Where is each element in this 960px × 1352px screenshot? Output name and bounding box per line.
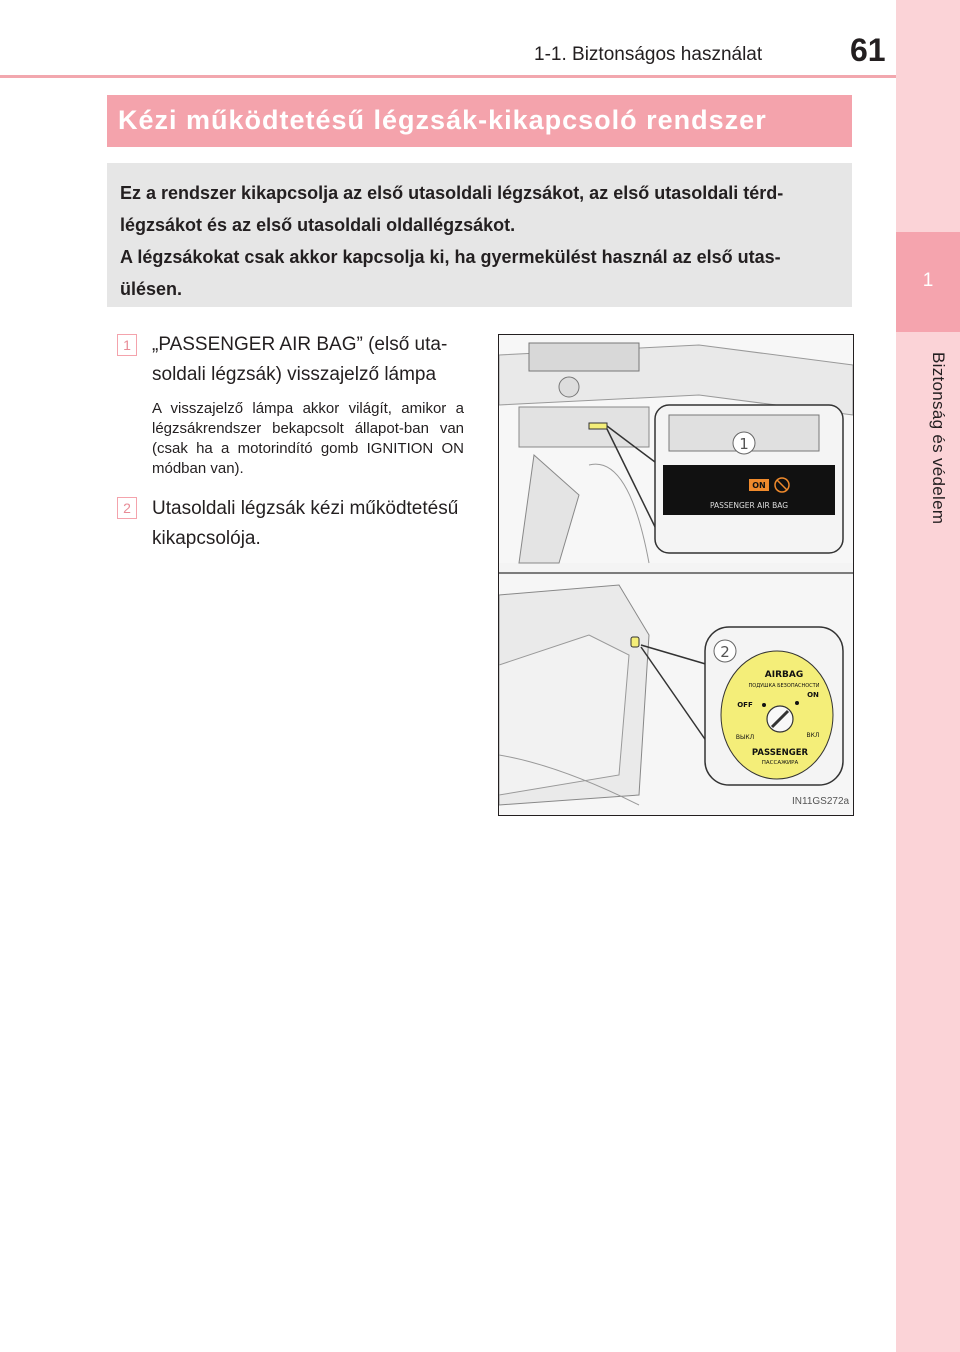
switch-location-marker <box>631 637 639 647</box>
side-tab-chapter-number: 1 <box>922 270 934 291</box>
switch-on-text: ON <box>807 691 819 699</box>
item-1-title: „PASSENGER AIR BAG” (első uta-soldali légzsák) visszajelző lámpa <box>152 334 448 385</box>
intro-paragraph: Ez a rendszer kikapcsolja az első utasoldali légzsákot, az első utasoldali térd-légzsákot és az első utasoldali oldallégzsákot. <box>120 183 784 235</box>
item-2-marker: 2 <box>117 497 137 519</box>
item-2-title: Utasoldali légzsák kézi működtetésű kikapcsolója. <box>152 498 459 549</box>
item-1-marker: 1 <box>117 334 137 356</box>
callout-1: 1 <box>739 435 749 453</box>
indicator-on-text: ON <box>752 481 766 490</box>
side-tab <box>896 0 960 1352</box>
figure-code: IN11GS272a <box>792 796 850 807</box>
header-rule <box>0 75 896 78</box>
page-number: 61 <box>850 32 886 68</box>
intro-text <box>120 177 842 305</box>
switch-off-text: OFF <box>737 701 753 709</box>
switch-on-ru-text: ВКЛ <box>806 732 820 739</box>
airbag-figure <box>498 334 854 816</box>
indicator-location-marker <box>589 423 607 429</box>
switch-passenger-text: PASSENGER <box>751 748 809 758</box>
section-title: Kézi működtetésű légzsák-kikapcsoló rendszer <box>118 105 767 135</box>
item-1-description: A visszajelző lámpa akkor világít, amikor a légzsákrendszer bekapcsolt állapot-ban van (csak ha a motorindító gomb IGNITION ON módban van). <box>152 400 464 477</box>
switch-airbag-text: AIRBAG <box>764 670 804 680</box>
callout-2: 2 <box>720 643 730 661</box>
indicator-label: PASSENGER AIR BAG <box>709 501 789 510</box>
switch-airbag-ru-text: ПОДУШКА БЕЗОПАСНОСТИ <box>748 683 820 689</box>
intro-paragraph: A légzsákokat csak akkor kapcsolja ki, ha gyermekülést használ az első utas-ülésen. <box>120 247 781 299</box>
side-tab-chapter-label: Biztonság és védelem <box>929 352 948 525</box>
switch-off-ru-text: ВЫКЛ <box>735 734 755 741</box>
running-head: 1-1. Biztonságos használat <box>534 44 763 65</box>
airbag-illustration <box>499 335 853 815</box>
switch-passenger-ru-text: ПАССАЖИРА <box>761 760 799 766</box>
